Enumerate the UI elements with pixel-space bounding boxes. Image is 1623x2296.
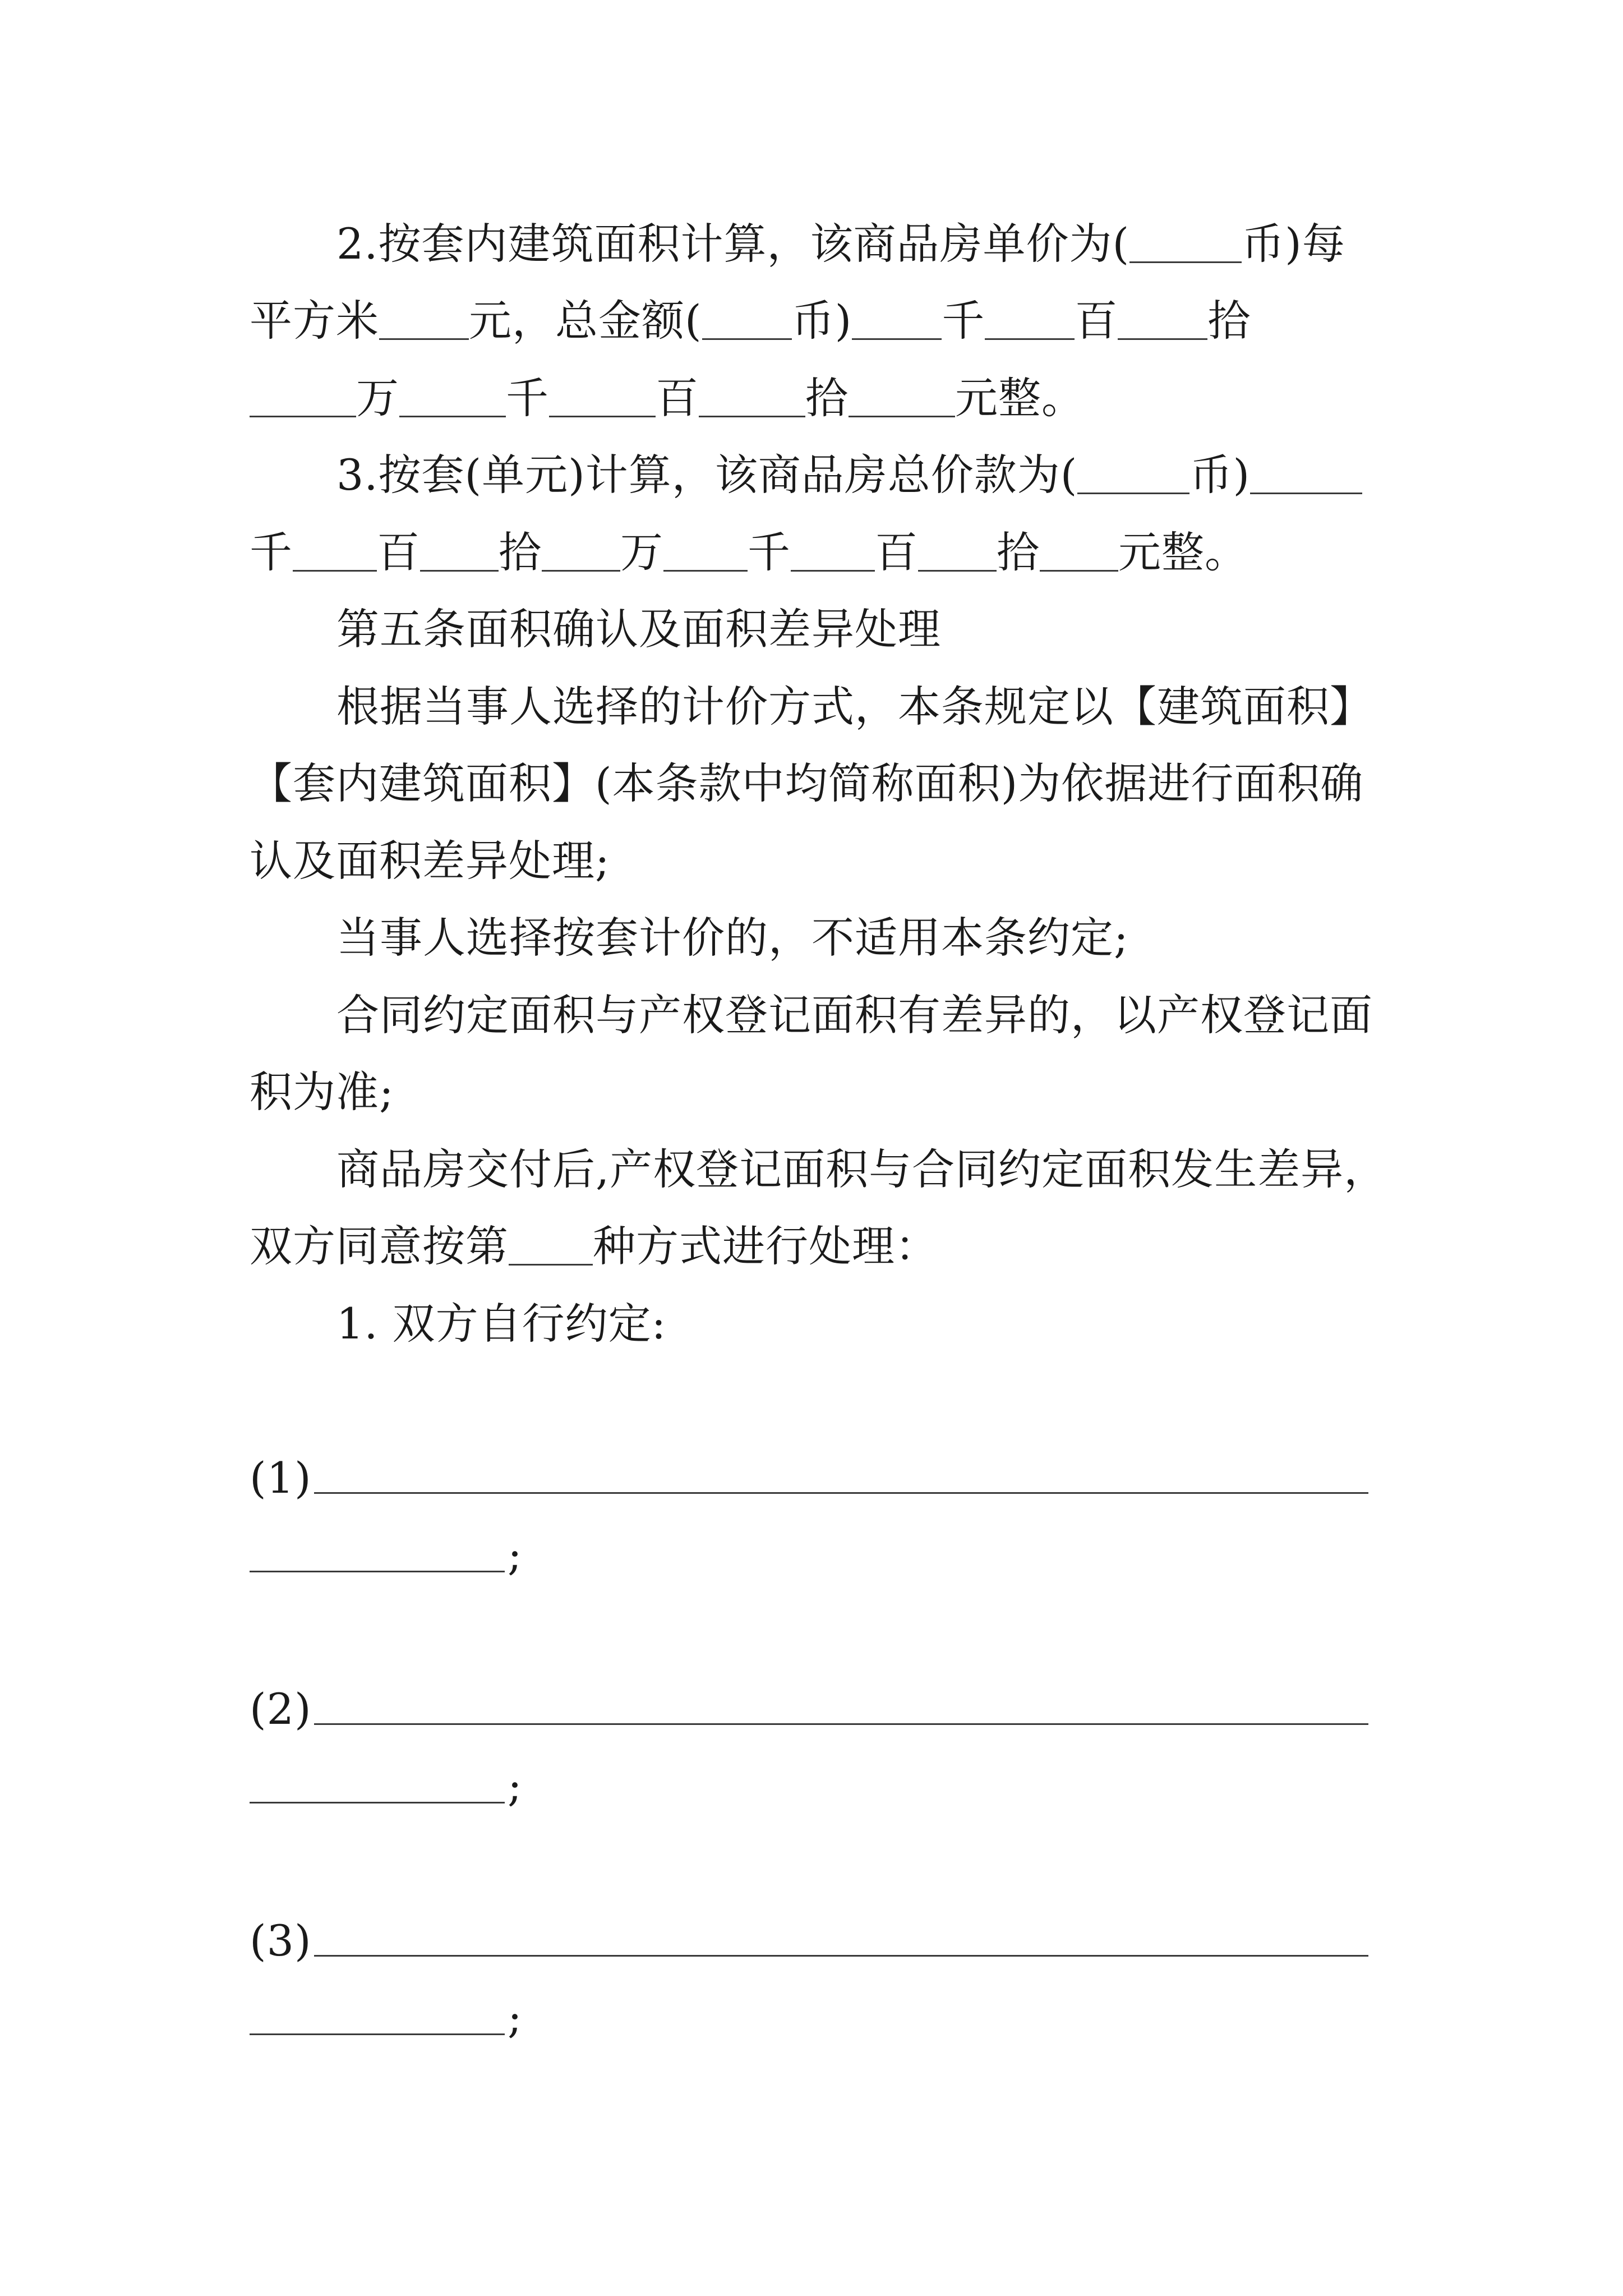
blank-field[interactable] <box>699 373 805 417</box>
semicolon <box>508 1527 564 1583</box>
fill-line[interactable] <box>250 1571 505 1572</box>
para-2-line-2 <box>250 293 1388 349</box>
blank-field[interactable] <box>293 527 377 572</box>
fill-line[interactable] <box>314 1955 1368 1957</box>
para-4-line-1 <box>336 679 1391 735</box>
text: 平方米 <box>250 296 379 346</box>
sub-item-1-label <box>250 1450 1388 1506</box>
text: 3.按套(单元)计算，该商品房总价款为( <box>336 450 1078 500</box>
text: 拾 <box>499 527 542 577</box>
text: 百 <box>1075 296 1118 346</box>
text: 第五条面积确认及面积差异处理 <box>336 604 941 654</box>
text: 2.按套内建筑面积计算，该商品房单价为( <box>336 219 1130 269</box>
text: (3) <box>250 1916 312 1966</box>
para-2-line-1 <box>336 216 1391 272</box>
text: 双方同意按第 <box>250 1221 509 1271</box>
text: 元，总金额( <box>469 296 702 346</box>
text: 根据当事人选择的计价方式，本条规定以【建筑面积】 <box>336 682 1373 731</box>
semicolon <box>508 1758 564 1814</box>
para-6-line-2 <box>250 1064 1388 1120</box>
semicolon <box>508 1990 564 2046</box>
sub-item-2-label <box>250 1681 1388 1737</box>
para-5 <box>336 910 1391 966</box>
text: 合同约定面积与产权登记面积有差异的，以产权登记面 <box>336 990 1373 1040</box>
blank-field[interactable] <box>663 527 748 572</box>
blank-field[interactable] <box>985 296 1075 340</box>
blank-field[interactable] <box>509 1221 593 1266</box>
text: 种方式进行处理： <box>593 1221 938 1271</box>
blank-field[interactable] <box>849 373 955 417</box>
text: 千 <box>250 527 293 577</box>
text: ; <box>508 1993 523 2042</box>
blank-field[interactable] <box>379 296 469 340</box>
blank-field[interactable] <box>918 527 997 572</box>
text: 千 <box>942 296 985 346</box>
para-7-line-1 <box>336 1142 1391 1198</box>
para-3-line-2 <box>250 524 1388 581</box>
blank-field[interactable] <box>1118 296 1207 340</box>
para-2-line-3 <box>250 370 1388 426</box>
blank-field[interactable] <box>250 373 356 417</box>
text: 币) <box>1189 450 1251 500</box>
blank-field[interactable] <box>1250 450 1362 494</box>
text: 千 <box>506 373 549 423</box>
blank-field[interactable] <box>702 296 792 340</box>
fill-line[interactable] <box>314 1723 1368 1725</box>
text: 币) <box>791 296 852 346</box>
text: 万 <box>356 373 399 423</box>
text: 认及面积差异处理; <box>250 836 610 886</box>
text: 拾 <box>1207 296 1251 346</box>
text: 商品房交付后,产权登记面积与合同约定面积发生差异， <box>336 1144 1387 1194</box>
text: 1. 双方自行约定: <box>336 1299 667 1349</box>
text: 百 <box>377 527 420 577</box>
text: 拾 <box>997 527 1040 577</box>
text: (2) <box>250 1684 312 1734</box>
text: 万 <box>620 527 663 577</box>
fill-line[interactable] <box>250 1802 505 1803</box>
text: 元整。 <box>1118 527 1248 577</box>
text: ; <box>508 1530 523 1580</box>
blank-field[interactable] <box>399 373 506 417</box>
para-6-line-1 <box>336 987 1391 1043</box>
blank-field[interactable] <box>852 296 942 340</box>
text: 百 <box>875 527 918 577</box>
blank-field[interactable] <box>1040 527 1118 572</box>
text: 【套内建筑面积】(本条款中均简称面积)为依据进行面积确 <box>250 758 1364 808</box>
text: 千 <box>748 527 791 577</box>
text: 元整。 <box>955 373 1085 423</box>
para-4-line-2 <box>250 756 1388 812</box>
fill-line[interactable] <box>250 2033 505 2035</box>
blank-field[interactable] <box>791 527 875 572</box>
blank-field[interactable] <box>549 373 656 417</box>
text: ; <box>508 1761 523 1811</box>
para-3-line-1 <box>336 447 1391 503</box>
text: 积为准; <box>250 1067 394 1117</box>
text: 当事人选择按套计价的，不适用本条约定; <box>336 913 1129 963</box>
sub-item-3-label <box>250 1913 1388 1969</box>
item-1 <box>336 1296 1391 1352</box>
text: 百 <box>656 373 699 423</box>
text: (1) <box>250 1453 312 1503</box>
text: 币)每 <box>1242 219 1345 269</box>
para-7-line-2 <box>250 1218 1388 1274</box>
article-5-heading <box>336 601 1391 657</box>
blank-field[interactable] <box>542 527 620 572</box>
blank-field[interactable] <box>1129 219 1242 263</box>
text: 拾 <box>805 373 849 423</box>
para-4-line-3 <box>250 833 1388 889</box>
blank-field[interactable] <box>420 527 499 572</box>
fill-line[interactable] <box>314 1492 1368 1494</box>
blank-field[interactable] <box>1077 450 1189 494</box>
